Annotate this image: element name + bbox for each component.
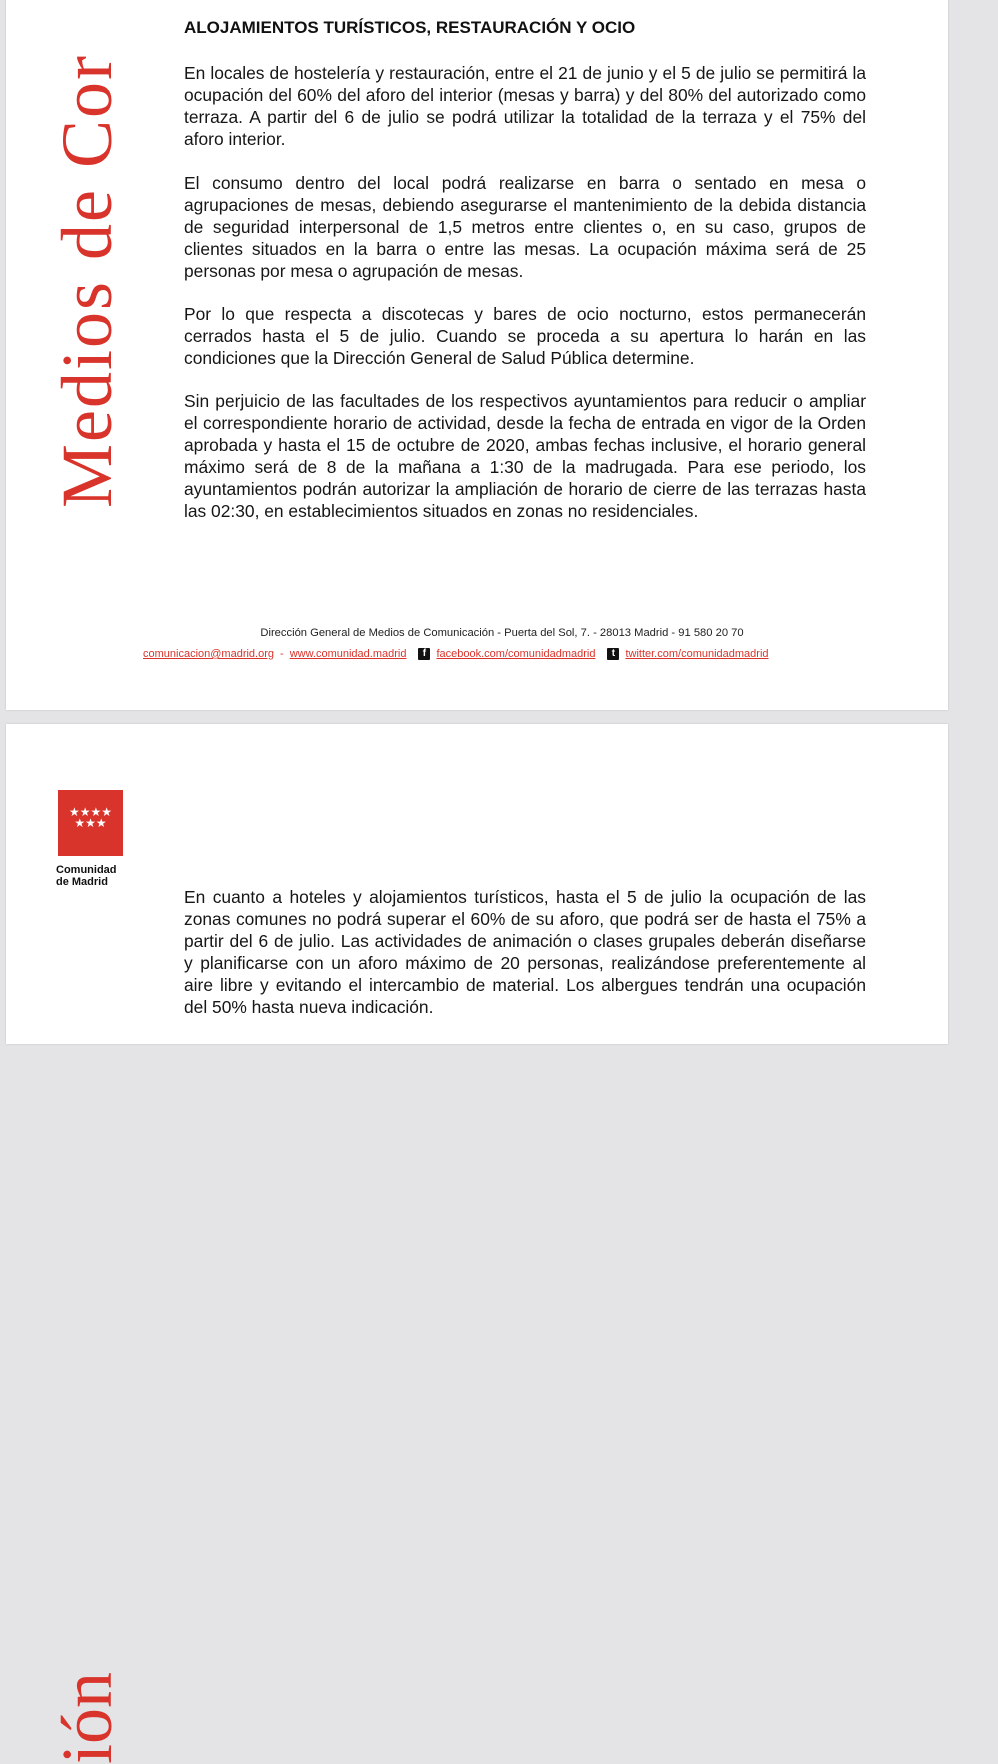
paragraph-horario: Sin perjuicio de las facultades de los respectivos ayuntamientos para reducir o ampliar el correspondiente horario de actividad, desde la fecha de entrada en vigor de la Orden aprobada y hasta el 15 de octubre de 2020, ambas fechas inclusive, el horario general máximo será de 8 de la mañana a 1:30 de la madrugada. Para ese periodo, los ayuntamientos podrán autorizar la ampliación de horario de cierre de las terrazas hasta las 02:30, en establecimientos situados en zonas no residenciales. <box>184 391 866 521</box>
website-link[interactable]: www.comunidad.madrid <box>289 648 407 660</box>
paragraph-discotecas: Por lo que respecta a discotecas y bares de ocio nocturno, estos permanecerán cerrados hasta el 5 de julio. Cuando se proceda a su apertura lo harán en las condiciones que la Dirección General de Salud Pública determine. <box>184 304 866 368</box>
logo-text <box>56 864 117 888</box>
comunidad-madrid-logo <box>58 790 123 856</box>
paragraph-hosteleria: En locales de hostelería y restauración, entre el 21 de junio y el 5 de julio se permitirá la ocupación del 60% del aforo del interior (mesas y barra) y del 80% del autorizado como terraza. A partir del 6 de julio se podrá utilizar la totalidad de la terraza y el 75% del aforo interior. <box>184 63 866 149</box>
paragraph-hoteles: En cuanto a hoteles y alojamientos turísticos, hasta el 5 de julio la ocupación de las zonas comunes no podrá superar el 60% de su aforo, que podrá ser de hasta el 75% a partir del 6 de julio. Las actividades de animación o clases grupales deberán diseñarse y planificarse con un aforo máximo de 20 personas, realizándose preferentemente al aire libre y evitando el intercambio de material. Los albergues tendrán una ocupación del 50% hasta nueva indicación. <box>184 887 866 1017</box>
facebook-icon: f <box>418 648 430 660</box>
twitter-link[interactable]: twitter.com/comunidadmadrid <box>625 648 769 660</box>
footer-address: Dirección General de Medios de Comunicación - Puerta del Sol, 7. - 28013 Madrid - 91 580 20 70 <box>260 627 744 639</box>
section-heading: ALOJAMIENTOS TURÍSTICOS, RESTAURACIÓN Y OCIO <box>184 18 636 37</box>
twitter-icon: t <box>607 648 619 660</box>
facebook-link[interactable]: facebook.com/comunidadmadrid <box>436 648 596 660</box>
document-page-2 <box>6 724 948 1764</box>
paragraph-consumo: El consumo dentro del local podrá realizarse en barra o sentado en mesa o agrupaciones de mesas, debiendo asegurarse el mantenimiento de la debida distancia de seguridad interpersonal de 1,5 metros entre clientes o, en su caso, grupos de clientes situados en la barra o entre las mesas. La ocupación máxima será de 25 personas por mesa o agrupación de mesas. <box>184 173 866 281</box>
stars-icon: ★★★★ ★★★ <box>68 805 113 830</box>
logo-text-line1: Comunidad <box>56 864 117 876</box>
vertical-side-title: Medios de Cor <box>47 54 127 508</box>
footer-links <box>143 648 769 660</box>
document-page-1 <box>6 0 948 710</box>
logo-text-line2: de Madrid <box>56 876 108 888</box>
vertical-side-title: ión <box>47 1671 127 1764</box>
footer-separator: - <box>280 648 284 660</box>
email-link[interactable]: comunicacion@madrid.org <box>143 648 275 660</box>
